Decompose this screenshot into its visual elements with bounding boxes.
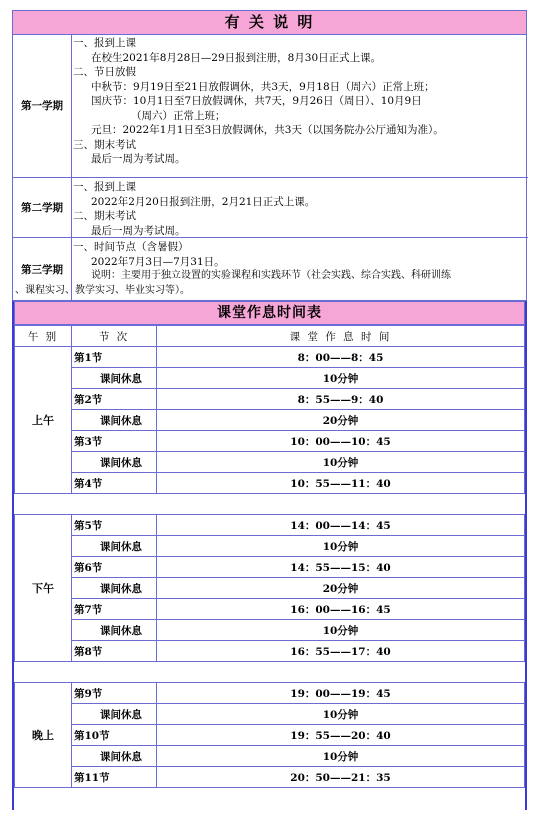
note-line: 一、时间节点（含暑假） bbox=[73, 241, 189, 253]
column-header: 课 堂 作 息 时 间 bbox=[157, 326, 525, 347]
period-label: 第11节 bbox=[72, 767, 157, 788]
period-label: 第3节 bbox=[72, 431, 157, 452]
note-line: 2022年2月20日报到注册，2月21日正式上课。 bbox=[91, 195, 316, 208]
table-row bbox=[15, 725, 525, 746]
schedule-section bbox=[12, 301, 527, 810]
break-duration: 10分钟 bbox=[157, 746, 525, 767]
notes-section bbox=[12, 34, 527, 301]
semester-2 bbox=[13, 178, 528, 238]
semester-label: 第三学期 bbox=[13, 238, 72, 301]
period-label: 第2节 bbox=[72, 389, 157, 410]
table-row bbox=[15, 683, 525, 704]
semester-1 bbox=[13, 34, 528, 178]
period-label: 第1节 bbox=[72, 347, 157, 368]
period-time: 14：55——15：40 bbox=[157, 557, 525, 578]
note-line: （周六）正常上班； bbox=[131, 109, 226, 122]
period-label: 第4节 bbox=[72, 473, 157, 494]
semester-label: 第二学期 bbox=[13, 178, 72, 237]
break-duration: 10分钟 bbox=[157, 536, 525, 557]
note-line: 2022年7月3日—7月31日。 bbox=[91, 255, 225, 268]
half-day-label: 上午 bbox=[15, 347, 72, 494]
note-line: 二、期末考试 bbox=[73, 210, 136, 222]
period-time: 10：55——11：40 bbox=[157, 473, 525, 494]
note-line: 国庆节：10月1日至7日放假调休，共7天，9月26日（周日）、10月9日 bbox=[91, 95, 422, 107]
break-duration: 20分钟 bbox=[157, 578, 525, 599]
break-label: 课间休息 bbox=[72, 536, 157, 557]
period-time: 16：55——17：40 bbox=[157, 641, 525, 662]
break-label: 课间休息 bbox=[72, 746, 157, 767]
spacer-row bbox=[15, 494, 525, 515]
table-row bbox=[15, 410, 525, 431]
table-row bbox=[15, 389, 525, 410]
table-row bbox=[15, 578, 525, 599]
table-row bbox=[15, 347, 525, 368]
half-day-label: 下午 bbox=[15, 515, 72, 662]
semester-notes bbox=[73, 180, 524, 238]
note-line: 最后一周为考试周。 bbox=[91, 153, 186, 165]
break-duration: 10分钟 bbox=[157, 704, 525, 725]
note-line: 在校生2021年8月28日—29日报到注册，8月30日正式上课。 bbox=[91, 51, 382, 64]
table-row bbox=[15, 431, 525, 452]
table-row bbox=[15, 473, 525, 494]
spacer-row bbox=[15, 662, 525, 683]
semester-label: 第一学期 bbox=[13, 34, 72, 177]
note-line: 说明：主要用于独立设置的实验课程和实践环节（社会实践、综合实践、科研训练 bbox=[91, 270, 451, 281]
table-row bbox=[15, 452, 525, 473]
note-line: 一、报到上课 bbox=[73, 37, 136, 49]
table-row bbox=[15, 557, 525, 578]
table-row bbox=[15, 536, 525, 557]
period-time: 14：00——14：45 bbox=[157, 515, 525, 536]
period-label: 第6节 bbox=[72, 557, 157, 578]
note-line: 一、报到上课 bbox=[73, 181, 136, 193]
notes-title: 有 关 说 明 bbox=[12, 10, 527, 35]
period-time: 10：00——10：45 bbox=[157, 431, 525, 452]
period-label: 第9节 bbox=[72, 683, 157, 704]
note-line: 二、节日放假 bbox=[73, 66, 136, 78]
period-label: 第8节 bbox=[72, 641, 157, 662]
break-duration: 20分钟 bbox=[157, 410, 525, 431]
break-label: 课间休息 bbox=[72, 410, 157, 431]
spacer-cell bbox=[15, 494, 525, 515]
header-row bbox=[15, 326, 525, 347]
period-time: 8：00——8：45 bbox=[157, 347, 525, 368]
table-row bbox=[15, 704, 525, 725]
note-line: 元旦：2022年1月1日至3日放假调休，共3天（以国务院办公厅通知为准）。 bbox=[91, 124, 444, 136]
period-label: 第5节 bbox=[72, 515, 157, 536]
break-duration: 10分钟 bbox=[157, 368, 525, 389]
break-label: 课间休息 bbox=[72, 452, 157, 473]
break-label: 课间休息 bbox=[72, 620, 157, 641]
break-duration: 10分钟 bbox=[157, 452, 525, 473]
break-label: 课间休息 bbox=[72, 368, 157, 389]
period-time: 19：55——20：40 bbox=[157, 725, 525, 746]
semester-notes bbox=[73, 36, 524, 167]
half-day-label: 晚上 bbox=[15, 683, 72, 788]
spacer-cell bbox=[15, 662, 525, 683]
table-row bbox=[15, 767, 525, 788]
table-row bbox=[15, 368, 525, 389]
period-time: 16：00——16：45 bbox=[157, 599, 525, 620]
period-label: 第7节 bbox=[72, 599, 157, 620]
break-label: 课间休息 bbox=[72, 578, 157, 599]
column-header: 午 别 bbox=[15, 326, 72, 347]
table-row bbox=[15, 515, 525, 536]
note-line: 、课程实习、教学实习、毕业实习等）。 bbox=[15, 284, 190, 296]
table-row bbox=[15, 746, 525, 767]
column-header: 节 次 bbox=[72, 326, 157, 347]
period-time: 8：55——9：40 bbox=[157, 389, 525, 410]
schedule-title: 课堂作息时间表 bbox=[14, 301, 525, 325]
break-label: 课间休息 bbox=[72, 704, 157, 725]
note-line: 最后一周为考试周。 bbox=[91, 224, 186, 237]
schedule-table bbox=[14, 325, 525, 788]
period-label: 第10节 bbox=[72, 725, 157, 746]
period-time: 19：00——19：45 bbox=[157, 683, 525, 704]
note-line: 中秋节：9月19日至21日放假调休，共3天，9月18日（周六）正常上班； bbox=[91, 80, 435, 93]
break-duration: 10分钟 bbox=[157, 620, 525, 641]
table-row bbox=[15, 641, 525, 662]
period-time: 20：50——21：35 bbox=[157, 767, 525, 788]
semester-3 bbox=[13, 238, 528, 301]
note-line: 三、期末考试 bbox=[73, 138, 136, 151]
table-row bbox=[15, 599, 525, 620]
table-row bbox=[15, 620, 525, 641]
calendar-sheet bbox=[12, 10, 527, 810]
